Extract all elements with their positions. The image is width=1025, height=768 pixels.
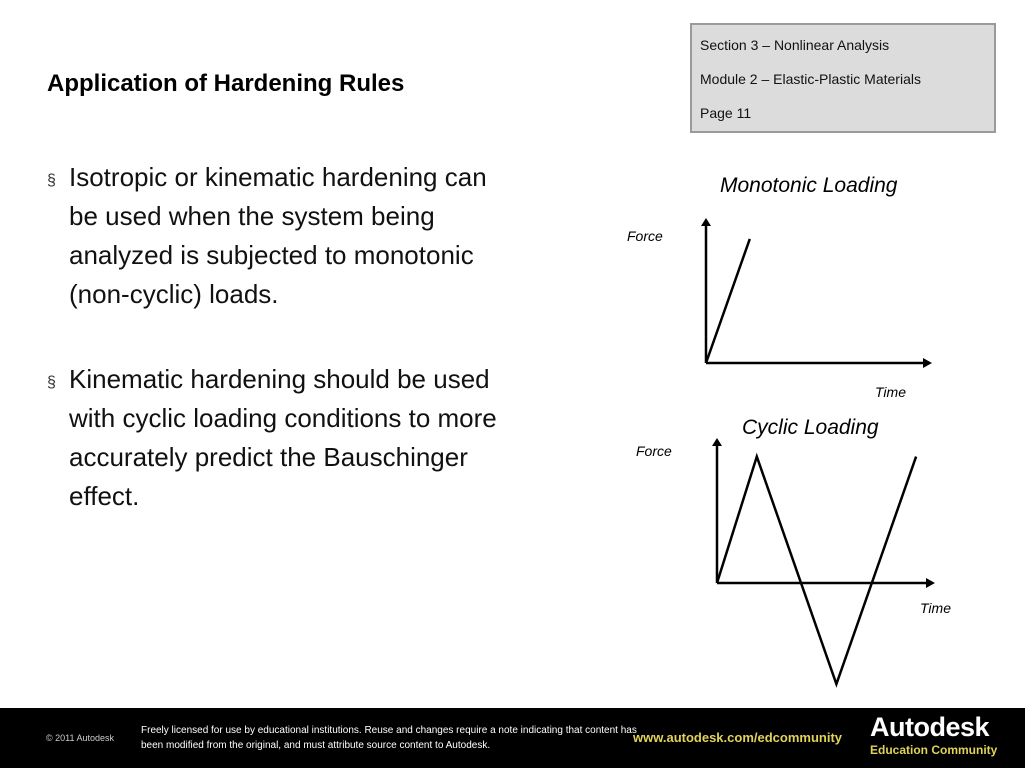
bullet-text: Kinematic hardening should be used with cyclic loading conditions to more accurately predict the Bauschinger effect. — [69, 364, 497, 511]
page-title: Application of Hardening Rules — [47, 70, 405, 97]
x-axis-arrow — [926, 578, 935, 588]
y-axis-label: Force — [627, 228, 663, 244]
series-line — [717, 457, 916, 684]
series-line — [706, 239, 750, 363]
community-link[interactable]: www.autodesk.com/edcommunity — [633, 730, 843, 745]
monotonic-chart — [627, 174, 932, 400]
footer-bar — [0, 708, 1025, 768]
section-label: Section 3 – Nonlinear Analysis — [700, 37, 890, 53]
autodesk-logo: Autodesk — [870, 712, 990, 742]
x-axis-arrow — [923, 358, 932, 368]
bullet-marker: § — [47, 374, 56, 391]
license-text: Freely licensed for use by educational institutions. Reuse and changes require a note indicating that content has been modified from the original, and must attribute source content to Autodesk. — [141, 725, 637, 751]
x-axis-label: Time — [875, 384, 906, 400]
page-label: Page 11 — [700, 105, 752, 121]
chart-title: Monotonic Loading — [720, 174, 898, 197]
x-axis-label: Time — [920, 600, 951, 616]
module-label: Module 2 – Elastic-Plastic Materials — [700, 71, 921, 87]
bullet-marker: § — [47, 172, 56, 189]
y-axis-label: Force — [636, 443, 672, 459]
copyright-text: © 2011 Autodesk — [46, 733, 115, 743]
education-community-label: Education Community — [870, 743, 998, 757]
y-axis-arrow — [701, 218, 711, 226]
chart-title: Cyclic Loading — [742, 416, 879, 439]
y-axis-arrow — [712, 438, 722, 446]
bullet-text: Isotropic or kinematic hardening can be used when the system being analyzed is subjected to monotonic (non-cyclic) loads. — [69, 162, 487, 309]
cyclic-chart — [636, 416, 951, 684]
